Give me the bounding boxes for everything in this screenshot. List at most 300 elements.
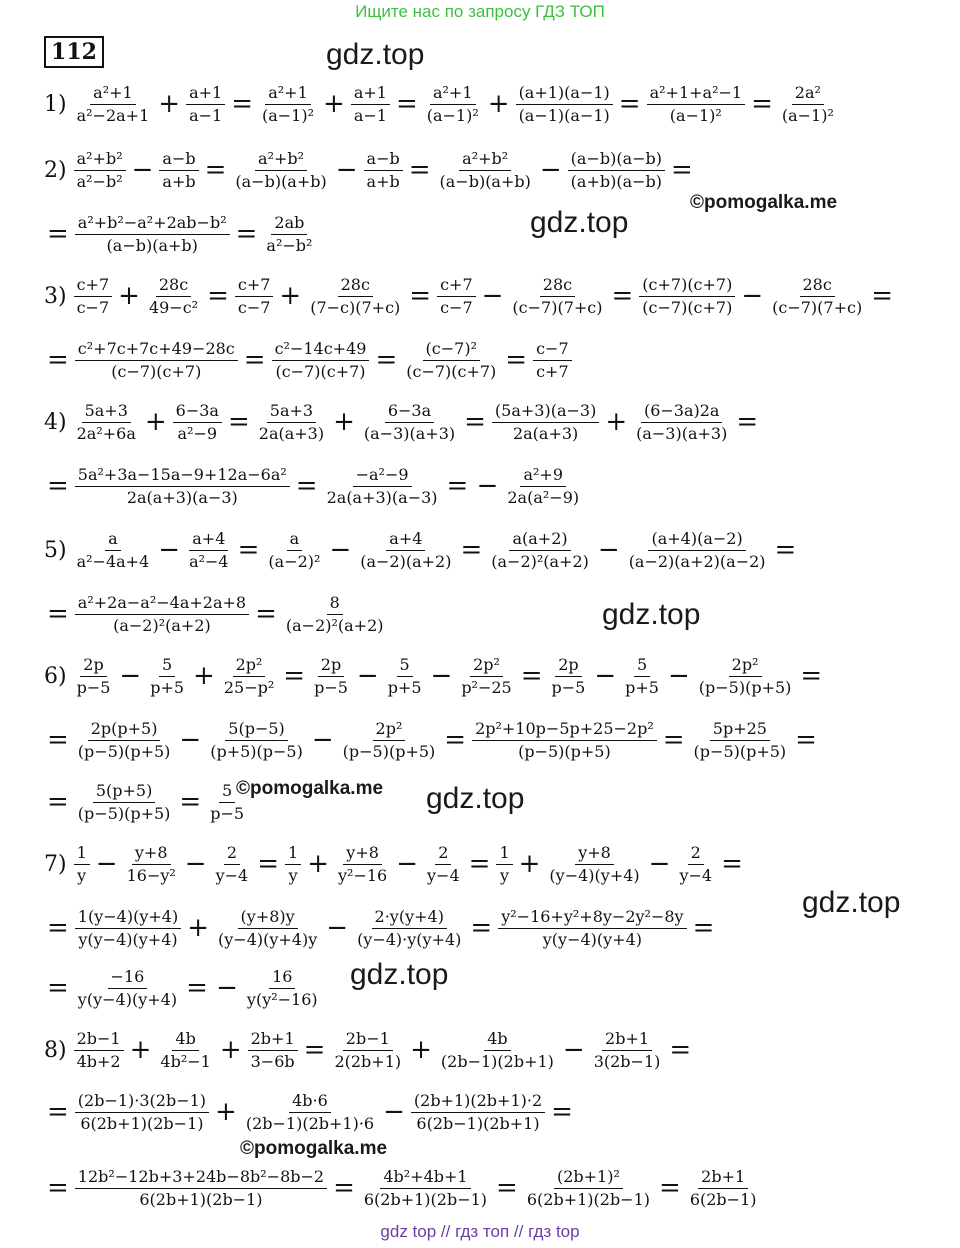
fraction-denominator: c−7 bbox=[237, 297, 271, 317]
operator: + bbox=[279, 281, 302, 311]
fraction bbox=[159, 148, 198, 193]
fraction bbox=[472, 718, 657, 763]
fraction-numerator: 28c bbox=[540, 274, 575, 297]
operator: − bbox=[158, 535, 181, 565]
fraction bbox=[496, 842, 512, 887]
fraction bbox=[75, 906, 181, 951]
fraction-numerator: a−b bbox=[159, 148, 198, 171]
operator: = bbox=[47, 787, 69, 817]
fraction bbox=[74, 274, 113, 319]
operator: + bbox=[158, 89, 181, 119]
fraction bbox=[437, 274, 476, 319]
fraction bbox=[244, 966, 321, 1011]
fraction-numerator: a²+b² bbox=[74, 148, 126, 171]
fraction-denominator: 2a(a+3)(a−3) bbox=[326, 487, 438, 507]
fraction bbox=[74, 1028, 124, 1073]
fraction-numerator: a+4 bbox=[189, 528, 228, 551]
equation-line bbox=[44, 898, 717, 958]
equation-line bbox=[44, 392, 761, 452]
fraction-numerator: 5 bbox=[634, 654, 650, 677]
operator: = bbox=[871, 281, 893, 311]
fraction bbox=[75, 780, 174, 825]
fraction bbox=[357, 528, 454, 573]
footer-links: gdz top // гдз топ // гдз top bbox=[380, 1222, 580, 1241]
operator: − bbox=[311, 725, 334, 755]
fraction-denominator: 6(2b−1) bbox=[689, 1189, 757, 1209]
equation-line bbox=[44, 772, 250, 832]
fraction-numerator: a²+b² bbox=[255, 148, 307, 171]
fraction-numerator: 6−3a bbox=[385, 400, 434, 423]
fraction bbox=[173, 400, 222, 445]
fraction bbox=[364, 148, 403, 193]
fraction-denominator: (p−5)(p+5) bbox=[518, 741, 611, 761]
fraction bbox=[687, 1166, 760, 1211]
operator: + bbox=[193, 661, 215, 691]
fraction-numerator: 2a² bbox=[792, 82, 824, 105]
fraction-numerator: a−b bbox=[364, 148, 403, 171]
fraction-denominator: a²−4 bbox=[189, 551, 229, 571]
equation-line bbox=[44, 330, 575, 390]
fraction-numerator: a²+b²−a²+2ab−b² bbox=[75, 212, 230, 235]
operator: = bbox=[409, 281, 432, 311]
operator: + bbox=[605, 407, 628, 437]
operator: = bbox=[47, 1173, 69, 1203]
operator: + bbox=[144, 407, 167, 437]
fraction bbox=[272, 338, 370, 383]
fraction bbox=[263, 212, 315, 257]
fraction-numerator: 2p bbox=[318, 654, 344, 677]
fraction bbox=[186, 528, 232, 573]
fraction bbox=[647, 82, 745, 127]
operator: = bbox=[496, 1173, 518, 1203]
equation-line bbox=[44, 710, 820, 770]
fraction-denominator: a²−9 bbox=[177, 423, 218, 443]
fraction-denominator: (c−7)(c+7) bbox=[642, 297, 733, 317]
fraction-numerator: 2p² bbox=[233, 654, 266, 677]
fraction-denominator: (7−c)(7+c) bbox=[310, 297, 401, 317]
operator: + bbox=[333, 407, 355, 437]
operator: − bbox=[648, 849, 671, 879]
fraction bbox=[215, 906, 320, 951]
fraction bbox=[411, 1090, 545, 1135]
fraction-numerator: a+1 bbox=[186, 82, 225, 105]
fraction-numerator: 2p² bbox=[470, 654, 503, 677]
operator: − bbox=[131, 155, 154, 185]
operator: − bbox=[597, 535, 620, 565]
fraction-denominator: y−4 bbox=[215, 865, 249, 885]
gdz-watermark: gdz.top bbox=[350, 958, 449, 991]
fraction-numerator: a+4 bbox=[386, 528, 425, 551]
fraction-numerator: 28c bbox=[338, 274, 373, 297]
operator: = bbox=[257, 849, 280, 879]
fraction-denominator: a²−b² bbox=[76, 171, 123, 191]
fraction-denominator: 2(2b+1) bbox=[334, 1051, 402, 1071]
operator: = bbox=[774, 535, 797, 565]
operator: = bbox=[460, 535, 483, 565]
fraction-numerator: 5p+25 bbox=[710, 718, 770, 741]
fraction-denominator: (p−5)(p+5) bbox=[693, 741, 787, 761]
fraction bbox=[75, 338, 238, 383]
fraction-denominator: 16−y² bbox=[126, 865, 176, 885]
fraction bbox=[75, 1090, 209, 1135]
fraction bbox=[146, 274, 201, 319]
fraction-numerator: (2b−1)·3(2b−1) bbox=[75, 1090, 209, 1113]
operator: = bbox=[671, 155, 693, 185]
fraction-denominator: (a−2)²(a+2) bbox=[491, 551, 589, 571]
fraction-numerator: 12b²−12b+3+24b−8b²−8b−2 bbox=[75, 1166, 327, 1189]
operator: − bbox=[356, 661, 379, 691]
fraction bbox=[676, 842, 715, 887]
fraction-numerator: (2b+1)(2b+1)·2 bbox=[411, 1090, 545, 1113]
operator: = bbox=[444, 725, 467, 755]
fraction bbox=[207, 718, 306, 763]
fraction-denominator: y(y−4)(y+4) bbox=[78, 929, 178, 949]
fraction-denominator: 2a²+6a bbox=[76, 423, 136, 443]
equation-line bbox=[44, 266, 896, 326]
fraction bbox=[626, 528, 769, 573]
operator: − bbox=[179, 725, 202, 755]
fraction bbox=[232, 148, 329, 193]
operator: = bbox=[283, 661, 306, 691]
operator: + bbox=[118, 281, 140, 311]
operator: − bbox=[594, 661, 617, 691]
problem-number: 4) bbox=[44, 409, 67, 435]
fraction-numerator: −16 bbox=[108, 966, 148, 989]
operator: = bbox=[207, 281, 229, 311]
operator: = − bbox=[186, 973, 238, 1003]
operator: = bbox=[505, 345, 528, 375]
fraction bbox=[186, 82, 225, 127]
operator: = bbox=[47, 471, 69, 501]
fraction bbox=[568, 148, 665, 193]
fraction-denominator: (a−2)(a+2)(a−2) bbox=[628, 551, 766, 571]
fraction-denominator: (c−7)(c+7) bbox=[406, 361, 497, 381]
fraction-numerator: 2p² bbox=[373, 718, 406, 741]
fraction-denominator: (a−1)² bbox=[781, 105, 834, 125]
fraction bbox=[74, 82, 153, 127]
operator: = bbox=[47, 1097, 69, 1127]
operator: = bbox=[669, 1035, 692, 1065]
operator: = bbox=[751, 89, 773, 119]
fraction bbox=[221, 654, 277, 699]
fraction bbox=[488, 528, 592, 573]
fraction bbox=[351, 82, 390, 127]
operator: = bbox=[47, 219, 69, 249]
gdz-watermark: gdz.top bbox=[802, 886, 901, 919]
operator: = bbox=[611, 281, 634, 311]
fraction bbox=[696, 654, 795, 699]
operator: + bbox=[487, 89, 510, 119]
fraction bbox=[124, 842, 179, 887]
problem-number: 3) bbox=[44, 283, 67, 309]
fraction-numerator: (c−7)² bbox=[423, 338, 480, 361]
fraction-denominator: y(y²−16) bbox=[246, 989, 318, 1009]
fraction-denominator: (p−5)(p+5) bbox=[77, 803, 171, 823]
fraction-numerator: 2ab bbox=[271, 212, 307, 235]
fraction bbox=[256, 400, 327, 445]
fraction-numerator: (a+1)(a−1) bbox=[516, 82, 613, 105]
operator: = bbox=[551, 1097, 573, 1127]
operator: = bbox=[464, 407, 486, 437]
fraction-denominator: 4b+2 bbox=[76, 1051, 121, 1071]
fraction bbox=[546, 842, 642, 887]
fraction-denominator: a−1 bbox=[353, 105, 387, 125]
fraction-numerator: a(a+2) bbox=[509, 528, 570, 551]
fraction-numerator: 4b bbox=[484, 1028, 510, 1051]
fraction bbox=[361, 400, 458, 445]
fraction bbox=[265, 528, 323, 573]
operator: = bbox=[237, 535, 260, 565]
fraction-numerator: a²+1 bbox=[265, 82, 311, 105]
fraction bbox=[207, 780, 247, 825]
fraction-numerator: a²+2a−a²−4a+2a+8 bbox=[75, 592, 249, 615]
fraction bbox=[622, 654, 662, 699]
fraction-denominator: 6(2b+1)(2b−1) bbox=[80, 1113, 204, 1133]
equation-line bbox=[44, 958, 324, 1018]
operator: − bbox=[562, 1035, 585, 1065]
gdz-watermark: gdz.top bbox=[326, 38, 425, 71]
fraction-numerator: c+7 bbox=[437, 274, 476, 297]
fraction bbox=[438, 1028, 557, 1073]
fraction-denominator: (2b−1)(2b+1)·6 bbox=[245, 1113, 375, 1133]
fraction-numerator: 2b−1 bbox=[343, 1028, 393, 1051]
fraction-numerator: a bbox=[287, 528, 303, 551]
operator: = bbox=[333, 1173, 355, 1203]
operator: = bbox=[468, 849, 491, 879]
operator: = bbox=[47, 725, 69, 755]
fraction-denominator: p−5 bbox=[210, 803, 245, 823]
operator: = bbox=[618, 89, 641, 119]
fraction-denominator: (c−7)(7+c) bbox=[772, 297, 863, 317]
fraction-numerator: 4b²+4b+1 bbox=[380, 1166, 470, 1189]
fraction-numerator: 2b−1 bbox=[74, 1028, 124, 1051]
fraction-denominator: (c−7)(c+7) bbox=[275, 361, 366, 381]
fraction-numerator: 28c bbox=[800, 274, 835, 297]
fraction-denominator: 3(2b−1) bbox=[593, 1051, 661, 1071]
fraction-denominator: (a+b)(a−b) bbox=[570, 171, 662, 191]
fraction bbox=[340, 718, 439, 763]
fraction-denominator: 2a(a²−9) bbox=[507, 487, 580, 507]
fraction-denominator: y²−16 bbox=[338, 865, 388, 885]
equation-line bbox=[44, 456, 585, 516]
fraction bbox=[385, 654, 425, 699]
fraction-numerator: 5a+3 bbox=[267, 400, 316, 423]
fraction-denominator: a²−4a+4 bbox=[76, 551, 150, 571]
pomogalka-watermark: ©pomogalka.me bbox=[236, 778, 384, 799]
fraction-denominator: 49−c² bbox=[148, 297, 199, 317]
fraction-denominator: (a−2)² bbox=[268, 551, 321, 571]
fraction bbox=[248, 1028, 298, 1073]
operator: + bbox=[307, 849, 329, 879]
top-banner: Ищите нас по запросу ГДЗ ТОП bbox=[355, 2, 605, 21]
operator: − bbox=[741, 281, 764, 311]
fraction-numerator: (2b+1)² bbox=[554, 1166, 623, 1189]
fraction-denominator: p²−25 bbox=[461, 677, 512, 697]
equation-line bbox=[44, 646, 825, 706]
operator: = bbox=[227, 407, 250, 437]
fraction-denominator: (a−3)(a+3) bbox=[363, 423, 456, 443]
fraction-denominator: y bbox=[77, 865, 87, 885]
fraction-numerator: (a+4)(a−2) bbox=[648, 528, 745, 551]
fraction bbox=[147, 654, 187, 699]
fraction-denominator: (y−4)(y+4) bbox=[549, 865, 640, 885]
fraction-numerator: 4b bbox=[172, 1028, 198, 1051]
fraction-denominator: c+7 bbox=[536, 361, 569, 381]
fraction bbox=[633, 400, 730, 445]
fraction-denominator: (a−b)(a+b) bbox=[439, 171, 531, 191]
operator: − bbox=[481, 281, 504, 311]
fraction-denominator: (p−5)(p+5) bbox=[342, 741, 436, 761]
fraction-denominator: a+b bbox=[162, 171, 196, 191]
equation-line bbox=[44, 520, 799, 580]
fraction bbox=[424, 842, 463, 887]
operator: − bbox=[184, 849, 207, 879]
fraction-denominator: a+b bbox=[366, 171, 400, 191]
operator: = bbox=[470, 913, 493, 943]
equation-line bbox=[44, 74, 840, 134]
operator: − bbox=[539, 155, 562, 185]
fraction-numerator: c+7 bbox=[74, 274, 113, 297]
fraction bbox=[639, 274, 735, 319]
operator: + bbox=[129, 1035, 152, 1065]
fraction bbox=[235, 274, 274, 319]
operator: = bbox=[179, 787, 202, 817]
fraction bbox=[779, 82, 837, 127]
operator: = bbox=[243, 345, 266, 375]
fraction-numerator: (6−3a)2a bbox=[641, 400, 723, 423]
fraction-denominator: (p−5)(p+5) bbox=[698, 677, 792, 697]
fraction-numerator: 1 bbox=[285, 842, 301, 865]
fraction bbox=[74, 528, 153, 573]
fraction-numerator: 2p(p+5) bbox=[88, 718, 161, 741]
fraction-denominator: 2a(a+3)(a−3) bbox=[126, 487, 238, 507]
fraction-denominator: a²−2a+1 bbox=[76, 105, 150, 125]
operator: − bbox=[667, 661, 690, 691]
problem-number: 6) bbox=[44, 663, 67, 689]
fraction-denominator: p+5 bbox=[387, 677, 422, 697]
operator: = bbox=[235, 219, 258, 249]
fraction-numerator: 5 bbox=[219, 780, 235, 803]
fraction-numerator: 2b+1 bbox=[602, 1028, 652, 1051]
fraction bbox=[213, 842, 252, 887]
fraction-numerator: y+8 bbox=[343, 842, 382, 865]
fraction-numerator: a²+b² bbox=[459, 148, 511, 171]
fraction-denominator: (2b−1)(2b+1) bbox=[440, 1051, 554, 1071]
fraction bbox=[533, 338, 572, 383]
fraction-numerator: y+8 bbox=[575, 842, 614, 865]
problem-number: 7) bbox=[44, 851, 67, 877]
fraction bbox=[75, 212, 230, 257]
fraction-numerator: (y+8)y bbox=[238, 906, 298, 929]
fraction bbox=[492, 400, 599, 445]
operator: + bbox=[215, 1097, 237, 1127]
fraction-denominator: y bbox=[288, 865, 298, 885]
fraction bbox=[75, 1166, 327, 1211]
fraction bbox=[324, 464, 441, 509]
fraction-denominator: 25−p² bbox=[223, 677, 275, 697]
fraction bbox=[509, 274, 605, 319]
fraction-denominator: 6(2b+1)(2b−1) bbox=[526, 1189, 651, 1209]
operator: + bbox=[518, 849, 541, 879]
fraction-denominator: c−7 bbox=[440, 297, 473, 317]
problem-number: 2) bbox=[44, 157, 67, 183]
fraction-numerator: 2p bbox=[555, 654, 581, 677]
fraction-denominator: a−1 bbox=[189, 105, 223, 125]
fraction bbox=[769, 274, 865, 319]
fraction-denominator: (a−b)(a+b) bbox=[235, 171, 327, 191]
fraction-denominator: (p+5)(p−5) bbox=[210, 741, 303, 761]
fraction-numerator: 8 bbox=[327, 592, 343, 615]
fraction-numerator: (c+7)(c+7) bbox=[639, 274, 735, 297]
fraction-denominator: (a−1)² bbox=[669, 105, 722, 125]
fraction-denominator: 2a(a+3) bbox=[258, 423, 325, 443]
fraction-numerator: 1 bbox=[496, 842, 512, 865]
operator: = bbox=[692, 913, 715, 943]
fraction bbox=[259, 82, 317, 127]
fraction-denominator: y(y−4)(y+4) bbox=[542, 929, 643, 949]
operator: = bbox=[375, 345, 398, 375]
operator: − bbox=[119, 661, 142, 691]
operator: − bbox=[326, 913, 349, 943]
fraction-denominator: (a−1)² bbox=[261, 105, 315, 125]
pomogalka-watermark: ©pomogalka.me bbox=[690, 192, 838, 213]
fraction bbox=[504, 464, 582, 509]
fraction bbox=[549, 654, 589, 699]
fraction-denominator: p−5 bbox=[76, 677, 111, 697]
operator: + bbox=[219, 1035, 242, 1065]
fraction bbox=[691, 718, 790, 763]
fraction bbox=[524, 1166, 653, 1211]
fraction bbox=[403, 338, 499, 383]
operator: = bbox=[231, 89, 253, 119]
fraction bbox=[157, 1028, 213, 1073]
fraction-numerator: 5(p−5) bbox=[225, 718, 288, 741]
operator: − bbox=[329, 535, 352, 565]
operator: = bbox=[204, 155, 227, 185]
fraction-numerator: 2b+1 bbox=[248, 1028, 298, 1051]
fraction bbox=[285, 842, 301, 887]
fraction bbox=[335, 842, 390, 887]
fraction-numerator: (a−b)(a−b) bbox=[568, 148, 665, 171]
fraction-numerator: 5a²+3a−15a−9+12a−6a² bbox=[75, 464, 290, 487]
fraction-numerator: 1 bbox=[74, 842, 90, 865]
fraction-denominator: (a−2)(a+2) bbox=[360, 551, 452, 571]
fraction-denominator: (c−7)(c+7) bbox=[111, 361, 202, 381]
fraction-denominator: a²−b² bbox=[266, 235, 313, 255]
fraction-denominator: 2a(a+3) bbox=[512, 423, 579, 443]
operator: = bbox=[408, 155, 431, 185]
fraction-numerator: 28c bbox=[156, 274, 191, 297]
fraction-denominator: p−5 bbox=[551, 677, 586, 697]
operator: − bbox=[95, 849, 118, 879]
equation-line bbox=[44, 1020, 694, 1080]
fraction-numerator: 2p bbox=[80, 654, 106, 677]
operator: = bbox=[47, 599, 69, 629]
fraction-numerator: 2 bbox=[435, 842, 451, 865]
fraction-denominator: (a−1)(a−1) bbox=[518, 105, 610, 125]
fraction bbox=[75, 464, 290, 509]
equation-line bbox=[44, 834, 746, 894]
operator: + bbox=[410, 1035, 432, 1065]
fraction bbox=[424, 82, 482, 127]
fraction-denominator: (y−4)·y(y+4) bbox=[357, 929, 462, 949]
fraction-numerator: a²+1 bbox=[90, 82, 136, 105]
fraction-numerator: 2 bbox=[224, 842, 240, 865]
problem-number: 5) bbox=[44, 537, 67, 563]
fraction-denominator: 6(2b−1)(2b+1) bbox=[416, 1113, 540, 1133]
fraction bbox=[74, 842, 90, 887]
fraction bbox=[458, 654, 514, 699]
